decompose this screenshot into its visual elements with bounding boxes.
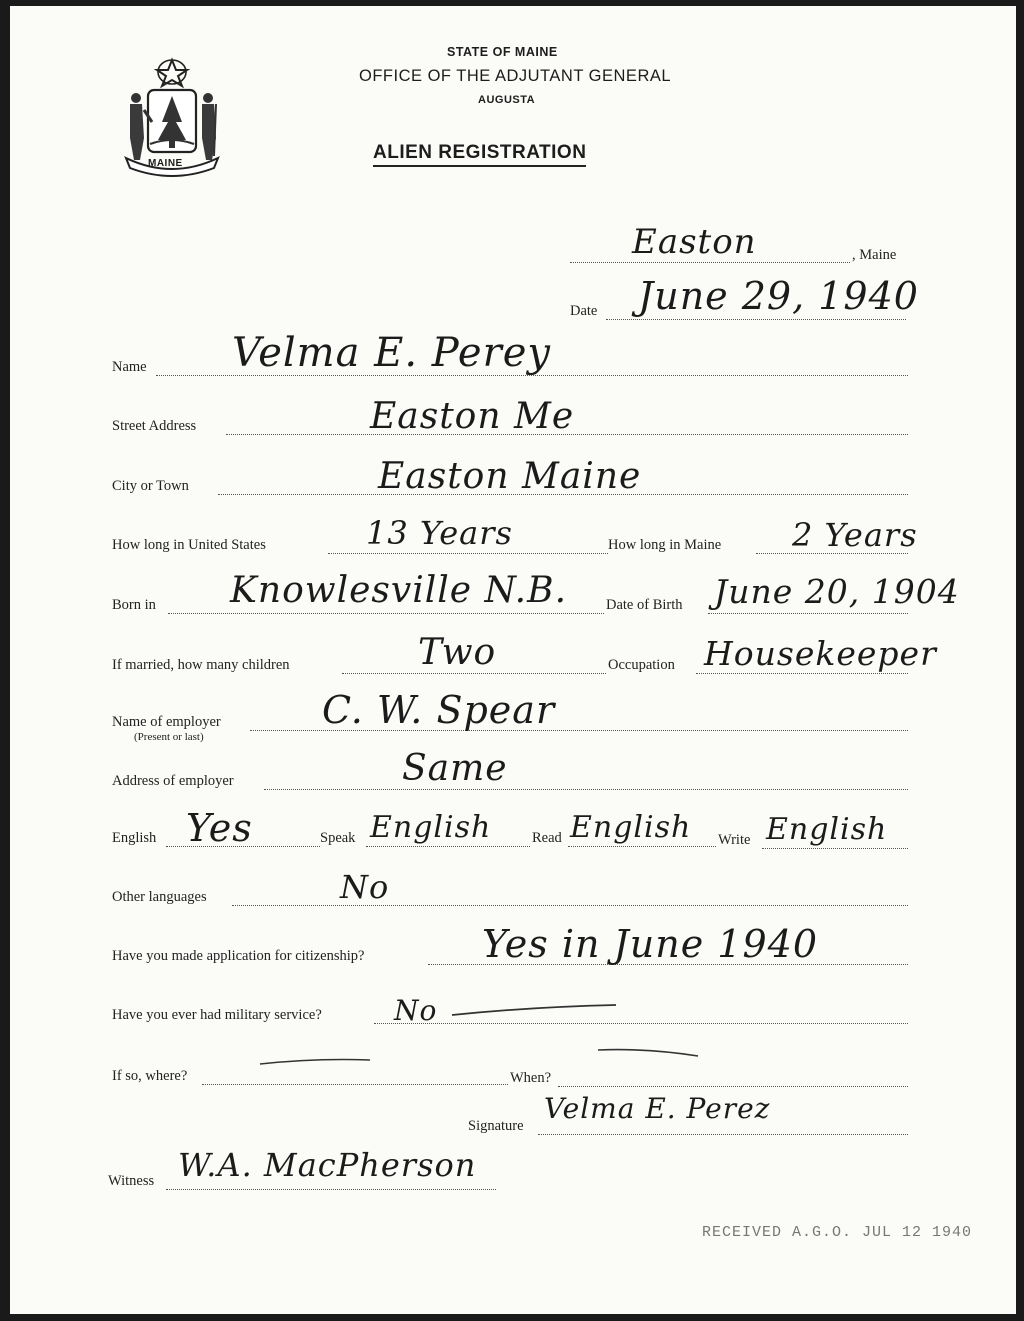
where-line — [202, 1084, 508, 1085]
other-languages-label: Other languages — [112, 889, 207, 905]
other-languages-value: No — [340, 868, 390, 906]
english-label: English — [112, 830, 157, 846]
how-long-us-label: How long in United States — [112, 537, 266, 553]
military-line — [374, 1023, 908, 1024]
write-value: English — [766, 812, 888, 847]
military-value: No — [394, 994, 438, 1027]
citizenship-value: Yes in June 1940 — [482, 922, 819, 966]
employer-value: C. W. Spear — [322, 688, 556, 732]
children-value: Two — [418, 632, 497, 673]
witness-value: W.A. MacPherson — [178, 1146, 477, 1184]
form-title: ALIEN REGISTRATION — [373, 142, 586, 167]
signature-value: Velma E. Perez — [544, 1092, 771, 1125]
where-label: If so, where? — [112, 1068, 188, 1084]
how-long-us-value: 13 Years — [366, 514, 513, 552]
name-label: Name — [112, 359, 147, 375]
received-stamp: RECEIVED A.G.O. JUL 12 1940 — [702, 1224, 973, 1241]
signature-label: Signature — [468, 1118, 524, 1134]
read-value: English — [570, 810, 692, 845]
date-value: June 29, 1940 — [638, 274, 919, 318]
english-value: Yes — [186, 806, 253, 850]
office-heading: OFFICE OF THE ADJUTANT GENERAL — [359, 67, 672, 85]
occupation-value: Housekeeper — [704, 634, 937, 673]
when-label: When? — [510, 1070, 552, 1086]
dob-line — [708, 613, 908, 614]
employer-address-value: Same — [402, 748, 508, 789]
witness-line — [166, 1189, 496, 1190]
city-heading: AUGUSTA — [478, 94, 536, 106]
employer-note: (Present or last) — [134, 731, 204, 743]
military-dash-stroke — [450, 1001, 620, 1021]
how-long-maine-label: How long in Maine — [608, 537, 722, 553]
read-line — [568, 846, 716, 847]
where-dash-stroke — [256, 1050, 376, 1070]
other-languages-line — [232, 905, 908, 906]
born-in-value: Knowlesville N.B. — [230, 570, 568, 611]
born-in-line — [168, 613, 604, 614]
dob-value: June 20, 1904 — [714, 572, 960, 611]
military-label: Have you ever had military service? — [112, 1007, 322, 1023]
write-line — [762, 848, 908, 849]
registration-form — [10, 6, 1016, 1314]
speak-line — [366, 846, 530, 847]
speak-value: English — [370, 810, 492, 845]
seal-motto: MAINE — [148, 158, 183, 169]
occupation-line — [696, 673, 908, 674]
read-label: Read — [532, 830, 562, 846]
maine-label: , Maine — [852, 247, 897, 263]
signature-line — [538, 1134, 908, 1135]
children-line — [342, 673, 606, 674]
name-value: Velma E. Perey — [232, 330, 551, 376]
employer-address-line — [264, 789, 908, 790]
born-in-label: Born in — [112, 597, 156, 613]
town-value: Easton — [632, 222, 757, 262]
when-line — [558, 1086, 908, 1087]
city-value: Easton Maine — [378, 456, 642, 497]
street-label: Street Address — [112, 418, 197, 434]
city-label: City or Town — [112, 478, 189, 494]
when-dash-stroke — [594, 1042, 704, 1062]
how-long-maine-value: 2 Years — [792, 516, 918, 554]
street-value: Easton Me — [370, 396, 575, 437]
date-label: Date — [570, 303, 598, 319]
how-long-us-line — [328, 553, 608, 554]
town-line — [570, 262, 850, 263]
dob-label: Date of Birth — [606, 597, 683, 613]
children-label: If married, how many children — [112, 657, 290, 673]
witness-label: Witness — [108, 1173, 155, 1189]
citizenship-label: Have you made application for citizenship? — [112, 948, 365, 964]
employer-address-label: Address of employer — [112, 773, 234, 789]
speak-label: Speak — [320, 830, 356, 846]
date-line — [606, 319, 906, 320]
state-heading: STATE OF MAINE — [447, 45, 558, 59]
occupation-label: Occupation — [608, 657, 675, 673]
employer-label: Name of employer — [112, 714, 221, 730]
write-label: Write — [718, 832, 751, 848]
